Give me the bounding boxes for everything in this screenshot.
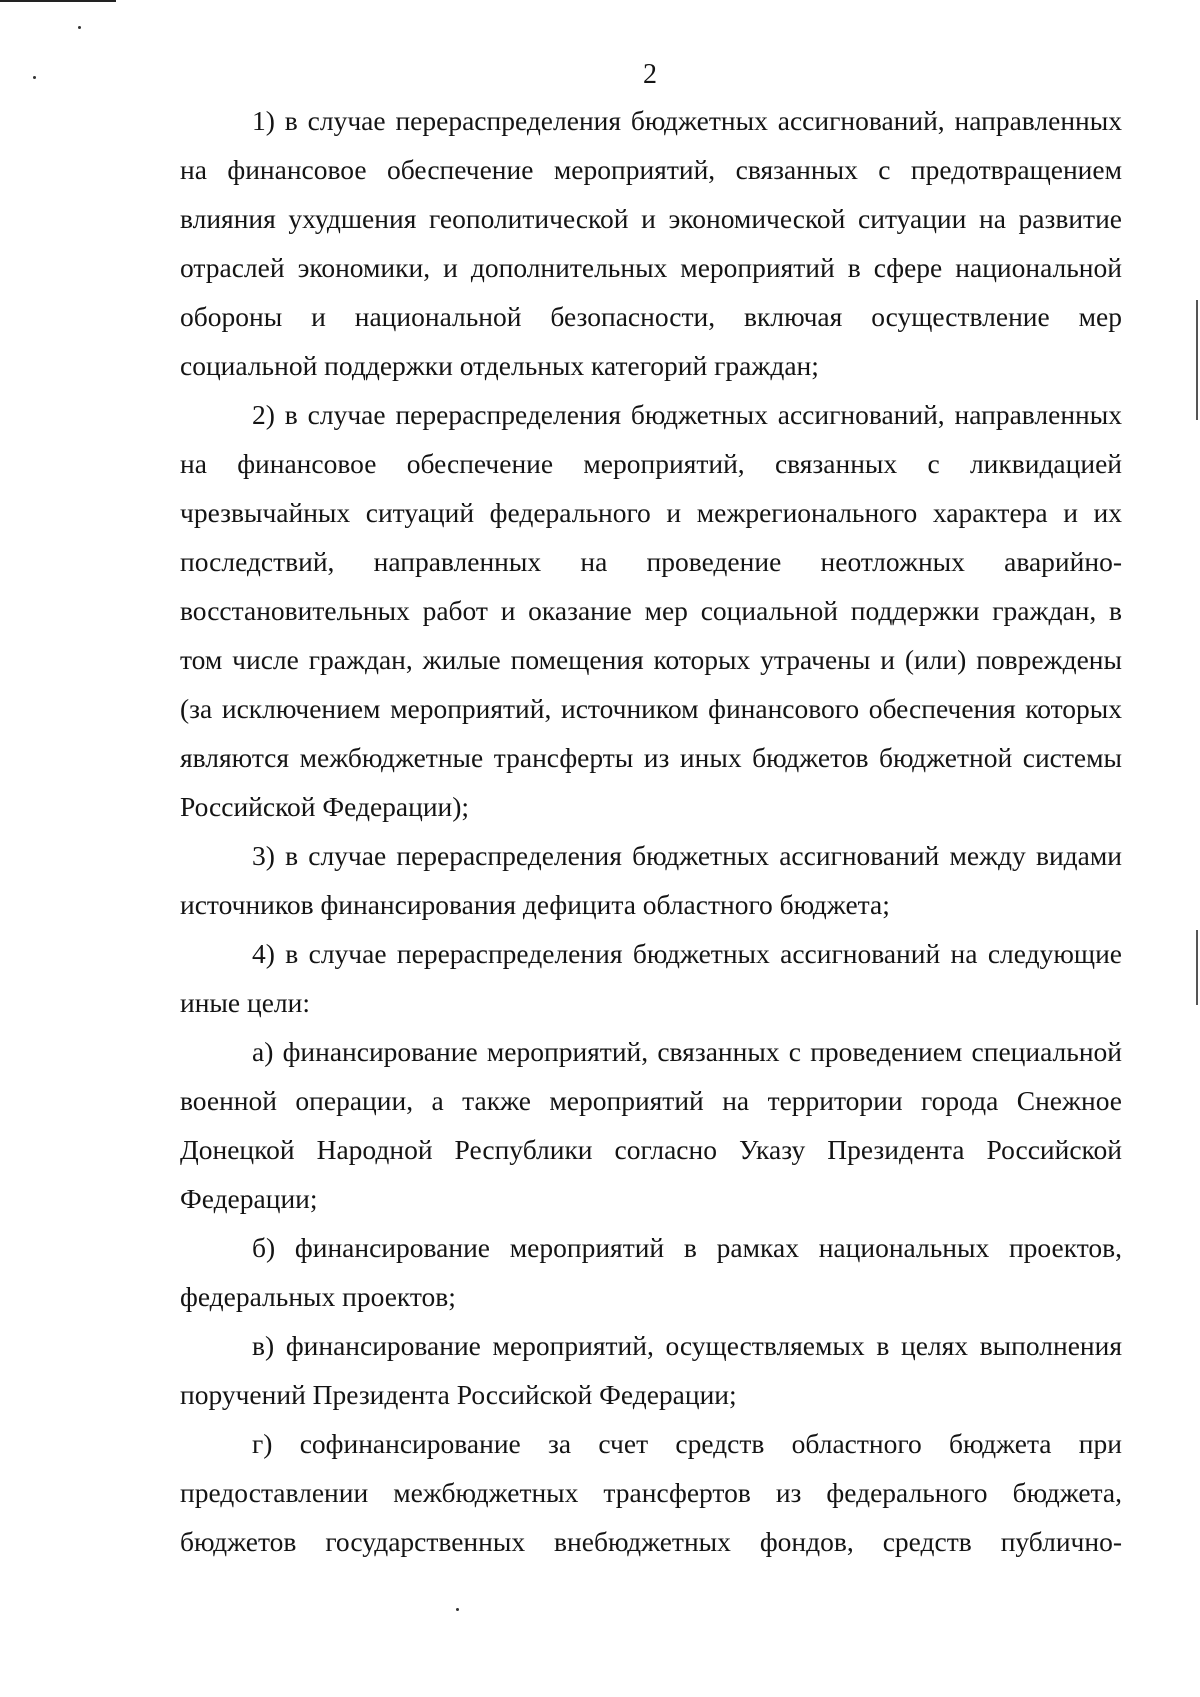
scan-artifact-edge: [1196, 300, 1198, 420]
paragraph-subitem-v: в) финансирование мероприятий, осуществляемых в целях выполнения поручений Президента Российской Федерации;: [180, 1330, 1122, 1410]
document-body: [180, 96, 1122, 1566]
paragraph-subitem-b: б) финансирование мероприятий в рамках национальных проектов, федеральных проектов;: [180, 1232, 1122, 1312]
scan-artifact-dot: [456, 1608, 459, 1611]
scan-artifact-edge: [1196, 930, 1198, 1005]
paragraph-item-4: 4) в случае перераспределения бюджетных ассигнований на следующие иные цели:: [180, 938, 1122, 1018]
page-number: 2: [643, 59, 657, 90]
scan-artifact-line: [0, 0, 116, 2]
paragraph-item-2: 2) в случае перераспределения бюджетных ассигнований, направленных на финансовое обеспечение мероприятий, связанных с ликвидацией чрезвычайных ситуаций федерального и межрегионального характера и их последствий, направленных на проведение неотложных аварийно-восстановительных работ и оказание мер социальной поддержки граждан, в том числе граждан, жилые помещения которых утрачены и (или) повреждены (за исключением мероприятий, источником финансового обеспечения которых являются межбюджетные трансферты из иных бюджетов бюджетной системы Российской Федерации);: [180, 399, 1122, 822]
paragraph-item-1: 1) в случае перераспределения бюджетных ассигнований, направленных на финансовое обеспечение мероприятий, связанных с предотвращением влияния ухудшения геополитической и экономической ситуации на развитие отраслей экономики, и дополнительных мероприятий в сфере национальной обороны и национальной безопасности, включая осуществление мер социальной поддержки отдельных категорий граждан;: [180, 105, 1122, 381]
paragraph-subitem-a: а) финансирование мероприятий, связанных с проведением специальной военной операции, а также мероприятий на территории города Снежное Донецкой Народной Республики согласно Указу Президента Российской Федерации;: [180, 1036, 1122, 1214]
paragraph-subitem-g: г) софинансирование за счет средств областного бюджета при предоставлении межбюджетных трансфертов из федерального бюджета, бюджетов государственных внебюджетных фондов, средств публично-: [180, 1428, 1122, 1557]
paragraph-item-3: 3) в случае перераспределения бюджетных ассигнований между видами источников финансирования дефицита областного бюджета;: [180, 840, 1122, 920]
scan-artifact-dot: [78, 26, 81, 29]
